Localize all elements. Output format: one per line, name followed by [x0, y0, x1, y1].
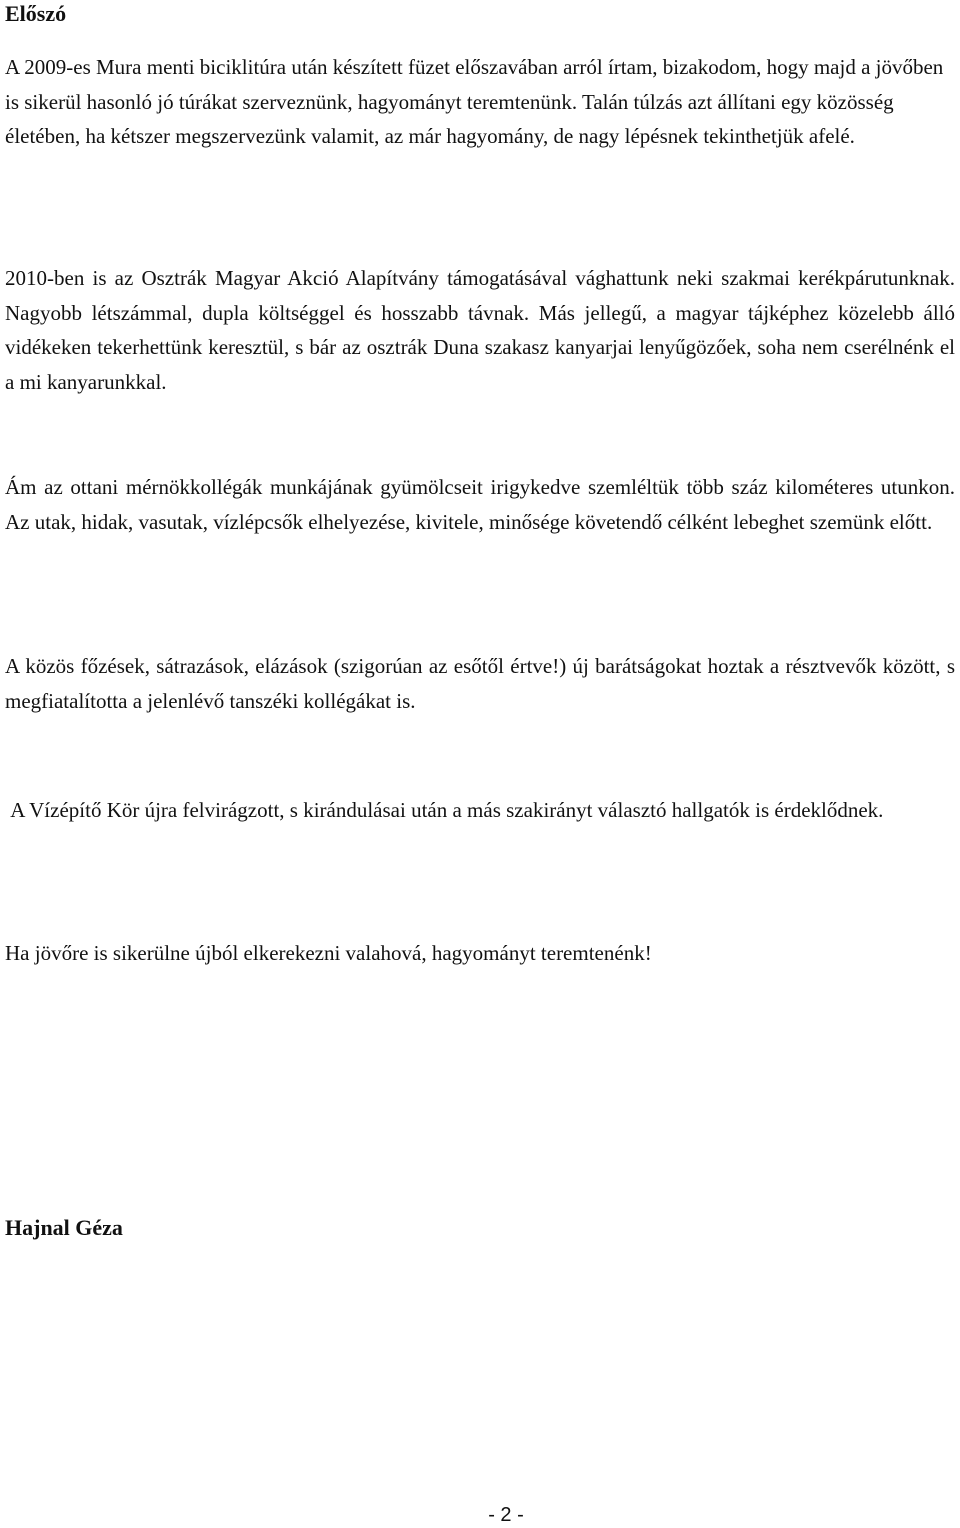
paragraph-community: A közös főzések, sátrazások, elázások (szigorúan az esőtől értve!) új barátságokat hoztak a résztvevők között, s megfiatalította a jelenlévő tanszéki kollégákat is. [5, 654, 955, 713]
paragraph-vizepito-kor: A Vízépítő Kör újra felvirágzott, s kirándulásai után a más szakirányt választó hallgatók is érdeklődnek. [5, 798, 884, 822]
paragraph-intro: A 2009-es Mura menti biciklitúra után készített füzet előszavában arról írtam, bizakodom, hogy majd a jövőben is sikerül hasonló jó túrákat szerveznünk, hagyományt teremtenünk. Talán túlzás azt állítani egy közösség életében, ha kétszer megszervezünk valamit, az már hagyomány, de nagy lépésnek tekinthetjük afelé. [5, 55, 944, 148]
paragraph-engineers: Ám az ottani mérnökkollégák munkájának gyümölcseit irigykedve szemléltük több száz kilométeres utunkon. Az utak, hidak, vasutak, vízlépcsők elhelyezése, kivitele, minősége követendő célként lebeghet szemünk előtt. [5, 475, 955, 534]
paragraph-2010-tour: 2010-ben is az Osztrák Magyar Akció Alapítvány támogatásával vághattunk neki szakmai kerékpárutunknak. Nagyobb létszámmal, dupla költséggel és hosszabb távnak. Más jellegű, a magyar tájképhez közelebb álló vidékeken tekerhettünk keresztül, s bár az osztrák Duna szakasz kanyarjai lenyűgözőek, soha nem cserélnénk el a mi kanyarunkkal. [5, 266, 955, 394]
page-number: - 2 - [488, 1504, 524, 1526]
paragraph-closing: Ha jövőre is sikerülne újból elkerekezni valahová, hagyományt teremtenénk! [5, 941, 652, 965]
page-title: Előszó [5, 1, 67, 26]
author-signature: Hajnal Géza [5, 1215, 123, 1240]
